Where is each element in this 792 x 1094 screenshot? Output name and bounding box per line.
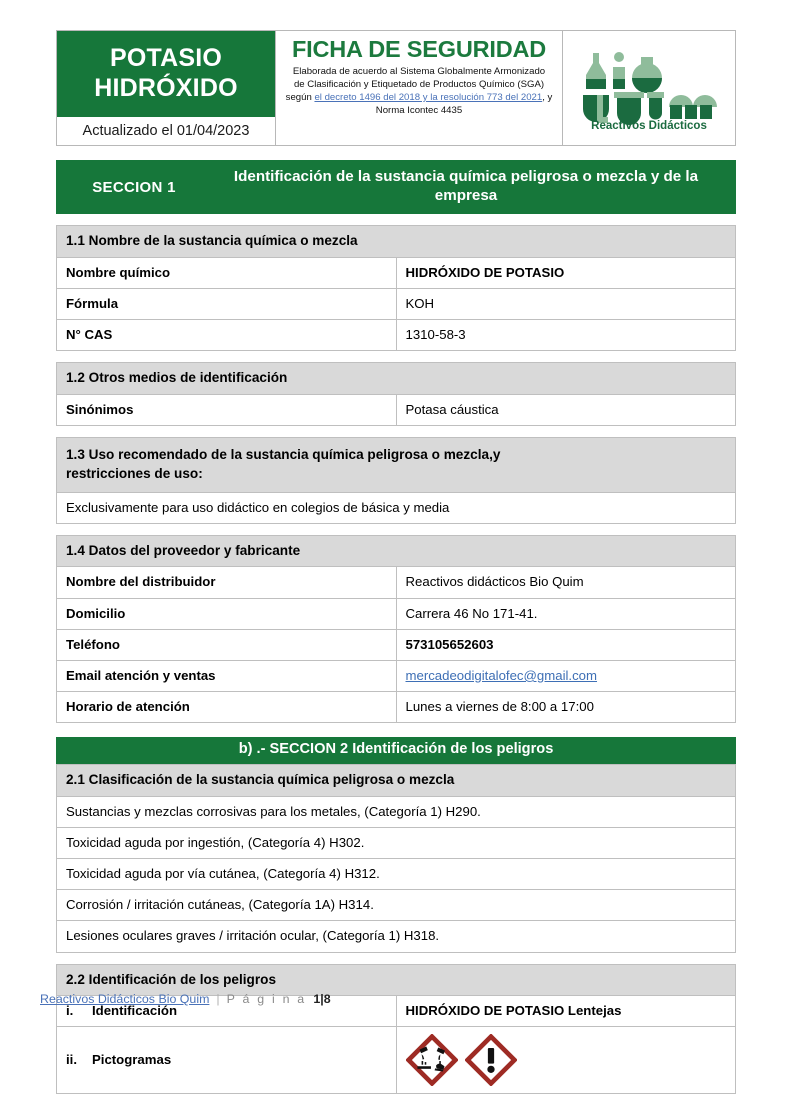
header-title-block <box>276 31 563 145</box>
table-row <box>57 692 736 723</box>
list-marker: ii. <box>66 1052 77 1068</box>
subtitle-prefix: según <box>285 91 315 103</box>
subsection-1-3-title-line1: 1.3 Uso recomendado de la sustancia química peligrosa o mezcla,y <box>66 447 501 463</box>
subsection-2-2-header <box>57 964 736 996</box>
row-key: Email atención y ventas <box>57 660 397 691</box>
product-name-line2: HIDRÓXIDO <box>94 73 238 102</box>
row-key: Sinónimos <box>57 394 397 425</box>
footer-company-link[interactable]: Reactivos Didácticos Bio Quim <box>40 992 210 1006</box>
row-key-label: Identificación <box>92 1003 177 1019</box>
row-key-pictogramas <box>57 1027 397 1094</box>
subsection-1-3-title <box>57 438 736 493</box>
subsection-1-4-title: 1.4 Datos del proveedor y fabricante <box>57 535 736 567</box>
row-value: Potasa cáustica <box>396 394 736 425</box>
page-footer <box>40 992 752 1006</box>
row-key: Fórmula <box>57 288 397 319</box>
subsection-1-1-header <box>57 226 736 258</box>
subtitle-line2: de Clasificación y Etiquetado de Productos Químico (SGA) <box>293 79 545 91</box>
product-name <box>57 31 275 117</box>
footer-separator: | <box>216 992 220 1006</box>
pictogram-cell <box>396 1027 736 1094</box>
table-row <box>57 660 736 691</box>
subsection-1-1-title: 1.1 Nombre de la sustancia química o mezcla <box>57 226 736 258</box>
table-1-2 <box>56 362 736 426</box>
header-product-block <box>57 31 276 145</box>
product-name-line1: POTASIO <box>109 44 223 72</box>
footer-page-number: 1|8 <box>313 992 331 1006</box>
table-2-2 <box>56 964 736 1094</box>
table-row <box>57 629 736 660</box>
subsection-2-2-title: 2.2 Identificación de los peligros <box>57 964 736 996</box>
row-key: N° CAS <box>57 320 397 351</box>
hazard-statement: Lesiones oculares graves / irritación ocular, (Categoría 1) H318. <box>57 921 736 952</box>
footer-page-label: P á g i n a <box>226 992 307 1006</box>
table-row <box>57 320 736 351</box>
table-row <box>57 288 736 319</box>
section-2-banner <box>56 737 736 764</box>
table-2-1 <box>56 764 736 952</box>
row-value: HIDRÓXIDO DE POTASIO <box>396 257 736 288</box>
row-key-label: Pictogramas <box>92 1052 172 1068</box>
hazard-statement: Toxicidad aguda por vía cutánea, (Categoría 4) H312. <box>57 859 736 890</box>
logo-tagline-text: Reactivos Didácticos <box>591 120 707 131</box>
hazard-statement: Toxicidad aguda por ingestión, (Categoría 4) H302. <box>57 827 736 858</box>
subsection-1-2-title: 1.2 Otros medios de identificación <box>57 363 736 395</box>
row-value: KOH <box>396 288 736 319</box>
row-key: Teléfono <box>57 629 397 660</box>
document-header <box>56 30 736 146</box>
table-row <box>57 796 736 827</box>
updated-date: Actualizado el 01/04/2023 <box>57 117 275 145</box>
section-1-banner <box>56 160 736 214</box>
regulation-link[interactable]: el decreto 1496 del 2018 y la resolución 773 del 2021 <box>314 91 543 103</box>
section-1-label: SECCION 1 <box>92 178 176 196</box>
list-marker: i. <box>66 1003 74 1019</box>
table-row <box>57 492 736 523</box>
row-value: HIDRÓXIDO DE POTASIO Lentejas <box>396 996 736 1027</box>
table-row <box>57 921 736 952</box>
company-logo <box>563 31 735 145</box>
subsection-2-1-header <box>57 765 736 797</box>
email-link[interactable]: mercadeodigitalofec@gmail.com <box>405 667 598 683</box>
document-subtitle <box>284 66 554 117</box>
table-row <box>57 257 736 288</box>
subsection-2-1-title: 2.1 Clasificación de la sustancia química peligrosa o mezcla <box>57 765 736 797</box>
hazard-statement: Corrosión / irritación cutáneas, (Categoría 1A) H314. <box>57 890 736 921</box>
bioquim-logo-icon <box>573 45 725 131</box>
ghs-exclamation-icon <box>465 1034 517 1086</box>
subtitle-line1: Elaborada de acuerdo al Sistema Globalmente Armonizado <box>292 66 546 78</box>
row-key: Nombre del distribuidor <box>57 567 397 598</box>
row-value: 1310-58-3 <box>396 320 736 351</box>
table-row <box>57 827 736 858</box>
subsection-1-3-header <box>57 438 736 493</box>
document-title: FICHA DE SEGURIDAD <box>291 36 547 62</box>
row-value: Reactivos didácticos Bio Quim <box>396 567 736 598</box>
row-key: Nombre químico <box>57 257 397 288</box>
ghs-corrosion-icon <box>406 1034 458 1086</box>
subtitle-suffix: , y Norma Icontec 4435 <box>375 91 553 116</box>
table-row <box>57 394 736 425</box>
section-2-title: b) .- SECCION 2 Identificación de los peligros <box>238 741 554 758</box>
table-row <box>57 890 736 921</box>
subsection-1-4-header <box>57 535 736 567</box>
table-row <box>57 1027 736 1094</box>
row-key: Horario de atención <box>57 692 397 723</box>
table-row <box>57 567 736 598</box>
pictogram-list <box>406 1034 727 1086</box>
table-1-4 <box>56 535 736 723</box>
row-value-email <box>396 660 736 691</box>
row-value: Lunes a viernes de 8:00 a 17:00 <box>396 692 736 723</box>
recommended-use-text: Exclusivamente para uso didáctico en colegios de básica y media <box>57 492 736 523</box>
table-1-3 <box>56 437 736 524</box>
subsection-1-2-header <box>57 363 736 395</box>
table-row <box>57 598 736 629</box>
table-row <box>57 859 736 890</box>
table-1-1 <box>56 225 736 351</box>
hazard-statement: Sustancias y mezclas corrosivas para los metales, (Categoría 1) H290. <box>57 796 736 827</box>
row-key: Domicilio <box>57 598 397 629</box>
row-value: 573105652603 <box>396 629 736 660</box>
row-value: Carrera 46 No 171-41. <box>396 598 736 629</box>
subsection-1-3-title-line2: restricciones de uso: <box>66 466 203 482</box>
section-1-title: Identificación de la sustancia química peligrosa o mezcla y de la empresa <box>233 168 699 204</box>
